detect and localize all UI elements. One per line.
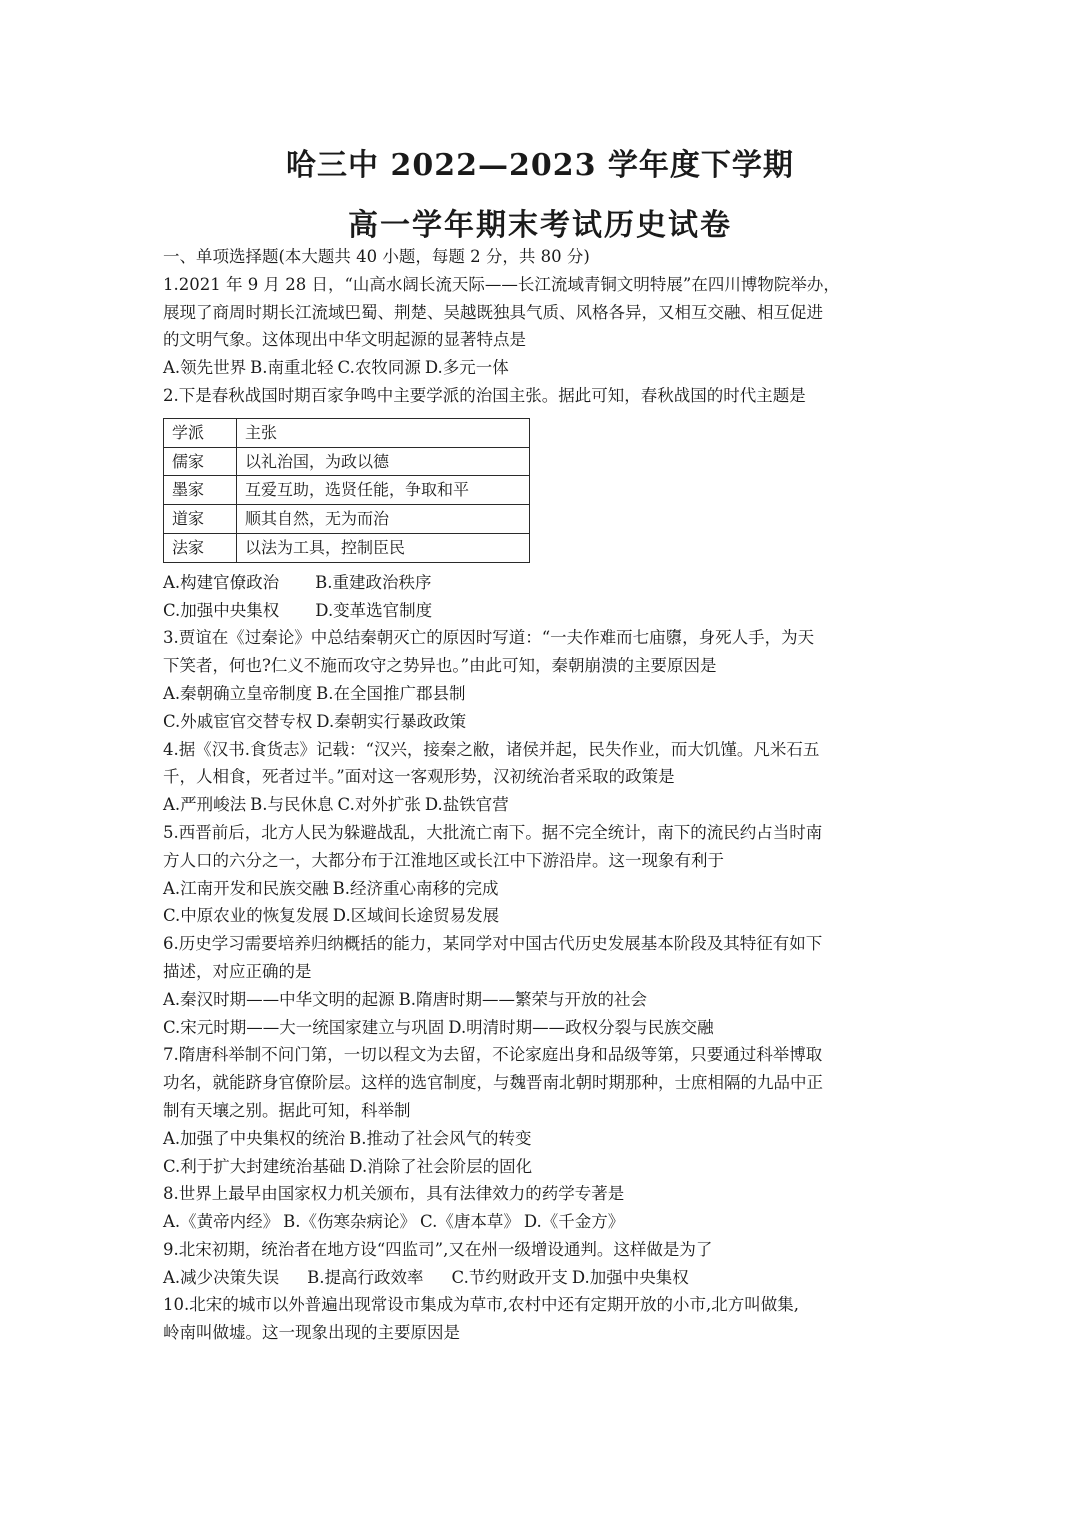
question-stem-line: 岭南叫做墟。这一现象出现的主要原因是: [163, 1323, 460, 1343]
exam-title-line1: 哈三中 2022—2023 学年度下学期: [286, 148, 794, 183]
question-options: [163, 1208, 923, 1236]
option-b: B.重建政治秩序: [315, 572, 432, 592]
option-b: B.经济重心南移的完成: [332, 878, 499, 898]
option-c: C.对外扩张: [337, 795, 421, 815]
option-b: B.提高行政效率: [307, 1267, 424, 1287]
question-9: [163, 1236, 923, 1292]
table-cell-idea: 顺其自然，无为而治: [237, 505, 530, 534]
option-c: C.中原农业的恢复发展: [163, 906, 329, 926]
table-row: [164, 505, 530, 534]
exam-title-line2: 高一学年期末考试历史试卷: [348, 208, 732, 243]
option-a: A.领先世界: [163, 358, 247, 378]
question-stem-line: 的文明气象。这体现出中华文明起源的显著特点是: [163, 330, 526, 350]
option-a: A.秦朝确立皇帝制度: [163, 683, 313, 703]
option-b: B.与民休息: [250, 795, 334, 815]
question-6: [163, 930, 923, 1041]
table-header-cell: 主张: [237, 418, 530, 447]
option-c: C.《唐本草》: [420, 1212, 520, 1232]
question-stem-line: 3.贾谊在《过秦论》中总结秦朝灭亡的原因时写道：“一夫作难而七庙隳，身死人手，为天: [163, 628, 815, 648]
schools-table: [163, 418, 530, 563]
table-cell-school: 儒家: [164, 447, 237, 476]
option-d: D.《千金方》: [523, 1212, 625, 1232]
question-options: [163, 791, 923, 819]
option-c: C.利于扩大封建统治基础: [163, 1156, 346, 1176]
option-d: D.消除了社会阶层的固化: [349, 1156, 533, 1176]
question-8: [163, 1180, 923, 1236]
question-options: [163, 708, 923, 736]
option-b: B.推动了社会风气的转变: [349, 1128, 532, 1148]
question-2: [163, 382, 923, 624]
question-3: [163, 624, 923, 735]
question-options: [163, 1125, 923, 1153]
question-stem-line: 制有天壤之别。据此可知，科举制: [163, 1100, 411, 1120]
question-stem-line: 5.西晋前后，北方人民为躲避战乱，大批流亡南下。据不完全统计，南下的流民约占当时南: [163, 822, 823, 842]
question-stem-line: 9.北宋初期，统治者在地方设“四监司”,又在州一级增设通判。这样做是为了: [163, 1239, 713, 1259]
question-options: [163, 1264, 923, 1292]
question-stem-line: 展现了商周时期长江流域巴蜀、荆楚、吴越既独具气质、风格各异，又相互交融、相互促进: [163, 302, 823, 322]
option-d: D.明清时期——政权分裂与民族交融: [448, 1017, 714, 1037]
question-10: [163, 1291, 923, 1347]
question-stem-line: 6.历史学习需要培养归纳概括的能力，某同学对中国古代历史发展基本阶段及其特征有如下: [163, 934, 823, 954]
question-5: [163, 819, 923, 930]
option-c: C.外戚宦官交替专权: [163, 711, 313, 731]
option-d: D.多元一体: [424, 358, 509, 378]
exam-content: [163, 243, 923, 1347]
option-c: C.宋元时期——大一统国家建立与巩固: [163, 1017, 445, 1037]
question-options: [163, 875, 923, 903]
table-cell-idea: 以礼治国，为政以德: [237, 447, 530, 476]
question-options: [163, 354, 923, 382]
question-7: [163, 1041, 923, 1180]
question-stem-line: 千，人相食，死者过半。”面对这一客观形势，汉初统治者采取的政策是: [163, 767, 675, 787]
question-stem-line: 功名，就能跻身官僚阶层。这样的选官制度，与魏晋南北朝时期那种，士庶相隔的九品中正: [163, 1073, 823, 1093]
question-options: [163, 1014, 923, 1042]
question-stem-line: 10.北宋的城市以外普遍出现常设市集成为草市,农村中还有定期开放的小市,北方叫做集,: [163, 1295, 799, 1315]
option-d: D.变革选官制度: [315, 600, 433, 620]
table-cell-idea: 互爱互助，选贤任能，争取和平: [237, 476, 530, 505]
table-row: [164, 533, 530, 562]
question-stem-line: 描述，对应正确的是: [163, 961, 312, 981]
table-cell-school: 法家: [164, 533, 237, 562]
table-cell-school: 道家: [164, 505, 237, 534]
option-a: A.加强了中央集权的统治: [163, 1128, 346, 1148]
option-c: C.节约财政开支: [451, 1267, 568, 1287]
option-d: D.加强中央集权: [571, 1267, 689, 1287]
question-stem-line: 方人口的六分之一，大都分布于江淮地区或长江中下游沿岸。这一现象有利于: [163, 850, 724, 870]
question-options: [163, 986, 923, 1014]
option-a: A.严刑峻法: [163, 795, 247, 815]
table-row: [164, 447, 530, 476]
question-1: [163, 271, 923, 382]
question-stem-line: 7.隋唐科举制不问门第，一切以程文为去留，不论家庭出身和品级等第，只要通过科举博取: [163, 1045, 823, 1065]
table-header-row: [164, 418, 530, 447]
question-options: [163, 1153, 923, 1181]
table-header-cell: 学派: [164, 418, 237, 447]
option-b: B.南重北轻: [250, 358, 334, 378]
option-c: C.加强中央集权: [163, 600, 280, 620]
question-options: [163, 597, 923, 625]
question-stem-line: 2.下是春秋战国时期百家争鸣中主要学派的治国主张。据此可知，春秋战国的时代主题是: [163, 385, 806, 405]
option-a: A.《黄帝内经》: [163, 1212, 280, 1232]
option-c: C.农牧同源: [337, 358, 421, 378]
question-stem-line: 1.2021 年 9 月 28 日，“山高水阔长流天际——长江流域青铜文明特展”在四川博物院举办，: [163, 274, 840, 294]
question-options: [163, 902, 923, 930]
option-a: A.构建官僚政治: [163, 572, 280, 592]
section-heading: 一、单项选择题(本大题共 40 小题，每题 2 分，共 80 分): [163, 247, 590, 266]
question-stem-line: 4.据《汉书.食货志》记载：“汉兴，接秦之敝，诸侯并起，民失作业，而大饥馑。凡米石五: [163, 739, 820, 759]
option-b: B.隋唐时期——繁荣与开放的社会: [398, 989, 648, 1009]
question-stem-line: 8.世界上最早由国家权力机关颁布，具有法律效力的药学专著是: [163, 1184, 625, 1204]
question-4: [163, 736, 923, 819]
table-cell-idea: 以法为工具，控制臣民: [237, 533, 530, 562]
option-d: D.盐铁官营: [424, 795, 509, 815]
question-stem-line: 下笑者，何也?仁义不施而攻守之势异也。”由此可知，秦朝崩溃的主要原因是: [163, 656, 717, 676]
table-row: [164, 476, 530, 505]
option-a: A.减少决策失误: [163, 1267, 280, 1287]
table-cell-school: 墨家: [164, 476, 237, 505]
question-options: [163, 569, 923, 597]
option-d: D.区域间长途贸易发展: [332, 906, 500, 926]
question-options: [163, 680, 923, 708]
option-a: A.江南开发和民族交融: [163, 878, 329, 898]
option-b: B.在全国推广郡县制: [316, 683, 466, 703]
option-a: A.秦汉时期——中华文明的起源: [163, 989, 395, 1009]
option-b: B.《伤寒杂病论》: [283, 1212, 417, 1232]
option-d: D.秦朝实行暴政政策: [316, 711, 467, 731]
